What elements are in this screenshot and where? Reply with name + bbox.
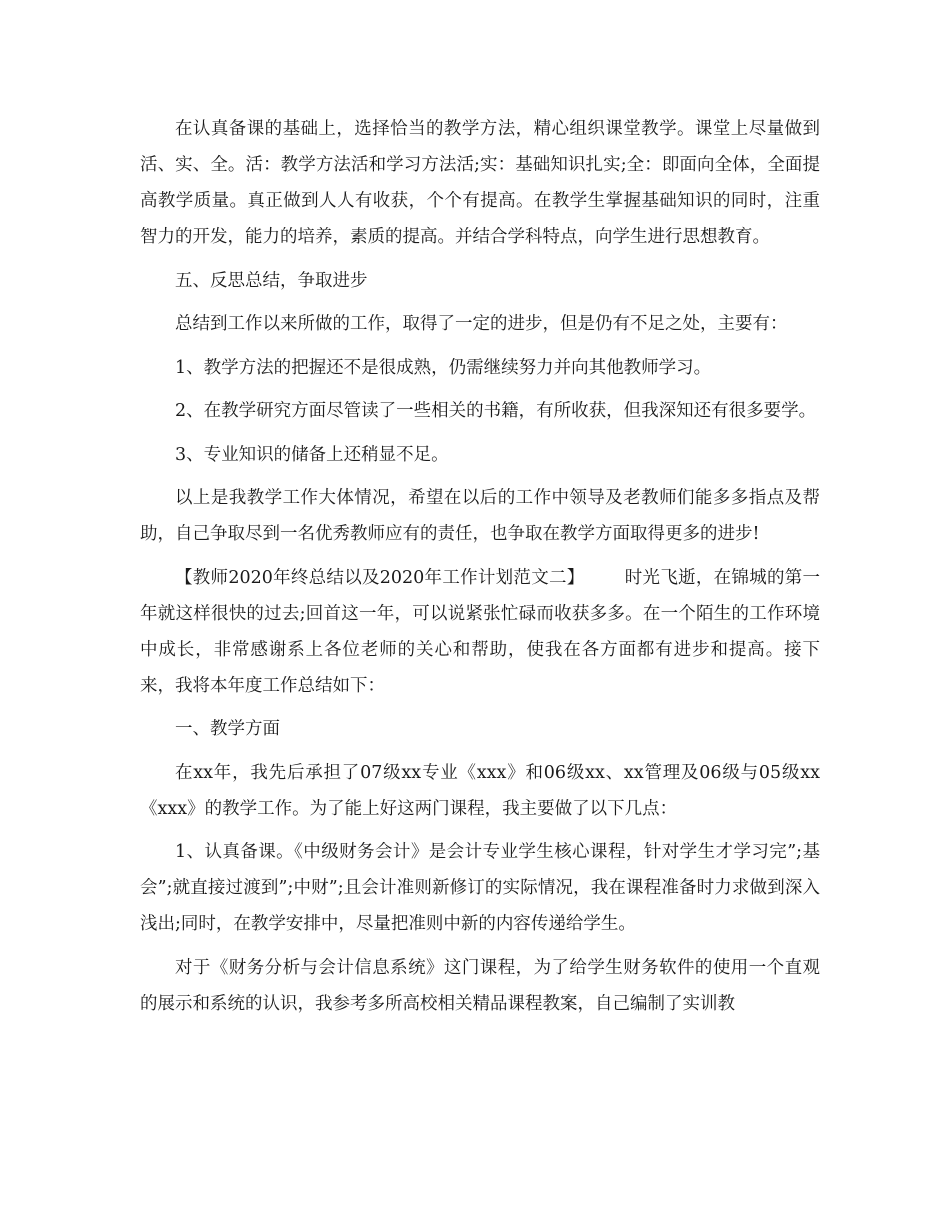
paragraph-teaching-methods: 在认真备课的基础上，选择恰当的教学方法，精心组织课堂教学。课堂上尽量做到活、实、全。活：教学方法活和学习方法活;实：基础知识扎实;全：即面向全体，全面提高教学质量。真正做到人人有收获，个个有提高。在教学生掌握基础知识的同时，注重智力的开发，能力的培养，素质的提高。并结合学科特点，向学生进行思想教育。	[140, 119, 820, 247]
list-item-2: 2、在教学研究方面尽管读了一些相关的书籍，有所收获，但我深知还有很多要学。	[175, 401, 817, 421]
section-intro: 时光飞逝，在锦城的第一年就这样很快的过去;回首这一年，可以说紧张忙碌而收获多多。在一个陌生的工作环境中成长，非常感谢系上各位老师的关心和帮助，使我在各方面都有进步和提高。接下来，我将本年度工作总结如下：	[140, 567, 821, 696]
paragraph-summary-intro: 总结到工作以来所做的工作，取得了一定的进步，但是仍有不足之处，主要有：	[175, 314, 788, 334]
list-item-1: 1、教学方法的把握还不是很成熟，仍需继续努力并向其他教师学习。	[175, 357, 712, 378]
section-title: 【教师2020年终总结以及2020年工作计划范文二】	[175, 567, 585, 588]
paragraph-section-two	[140, 560, 820, 704]
heading-reflection: 五、反思总结，争取进步	[175, 270, 368, 291]
paragraph-lesson-prep: 1、认真备课。《中级财务会计》是会计专业学生核心课程，针对学生才学习完”;基会”;就直接过渡到”;中财”;且会计准则新修订的实际情况，我在课程准备时力求做到深入浅出;同时，在教学安排中，尽量把准则中新的内容传递给学生。	[140, 842, 820, 934]
list-item-3: 3、专业知识的储备上还稍显不足。	[175, 444, 449, 465]
paragraph-courses: 在xx年，我先后承担了07级xx专业《xxx》和06级xx、xx管理及06级与05级xx《xxx》的教学工作。为了能上好这两门课程，我主要做了以下几点：	[140, 762, 820, 819]
paragraph-financial-analysis: 对于《财务分析与会计信息系统》这门课程，为了给学生财务软件的使用一个直观的展示和系统的认识，我参考多所高校相关精品课程教案，自己编制了实训教	[140, 957, 820, 1014]
paragraph-conclusion: 以上是我教学工作大体情况，希望在以后的工作中领导及老教师们能多多指点及帮助，自己争取尽到一名优秀教师应有的责任，也争取在教学方面取得更多的进步!	[140, 488, 820, 544]
heading-teaching: 一、教学方面	[175, 719, 280, 739]
document-body	[140, 111, 820, 1029]
